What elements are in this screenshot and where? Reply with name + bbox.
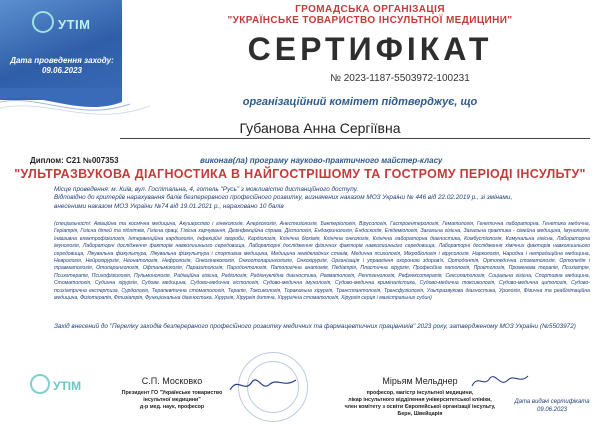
- points-info-1: Відповідно до критеріїв нарахування балів безперервного професійного розвитку, визначених наказом МОЗ України № 446 від 22.02.2019 р., зі змінами,: [54, 194, 513, 202]
- certificate-title: СЕРТИФІКАТ: [247, 31, 493, 67]
- issue-date-label: Дата видачі сертифіката: [514, 399, 590, 405]
- event-date-label: Дата проведення заходу:: [10, 56, 114, 65]
- course-title: "УЛЬТРАЗВУКОВА ДІАГНОСТИКА В НАЙГОСТРІШОМУ ТА ГОСТРОМУ ПЕРІОДІ ІНСУЛЬТУ": [14, 167, 586, 181]
- utim-logo-bottom: [28, 372, 88, 402]
- logo-text-bottom: УТІМ: [53, 379, 82, 393]
- signatory-1-role-line: Президент ГО "Українське товариство: [121, 390, 223, 396]
- name-underline: [120, 138, 590, 139]
- logo-ring-icon: [30, 374, 50, 394]
- signatory-2-role-line: член комітету з освіти Європейської організації інсульту,: [344, 404, 496, 410]
- signatory-2-role-line: Берн, Швейцарія: [397, 411, 443, 417]
- certificate-number: № 2023-1187-5503972-100231: [330, 73, 470, 84]
- event-date-value: 09.06.2023: [41, 66, 83, 75]
- signatory-1-role-line: інсультної медицини": [143, 397, 201, 403]
- signatory-2-role-line: лікар інсультного відділення університетської клініки,: [348, 397, 492, 403]
- diploma-number: Диплом: С21 №007353: [30, 156, 119, 165]
- signatory-1-role-line: д-р мед. наук, професор: [139, 404, 205, 410]
- specialties-list: (спеціальності: Авіаційна та космічна медицина, Акушерство і гінекологія, Алергологія, Анестезіологія, Бактеріологія, Вірусологія, Гастроентерологія, Гематологія, Генетична лабораторна, Генетика медична, Геріатрія, Гігієна дітей та підлітків, Гігієна праці, Гігієна харчування, Дезінфекційна справа, Дієтологія, Ендокринологія, Ендоскопія, Епідеміологія, Загальна гігієна, Загальна практика - сімейна медицина, Імунологія, Інвазивна електрофізіологія, Інтервенційна кардіологія, Інфекційні хвороби, Кардіологія, Клінічна біохімія, Клінічна онкологія, Клінічна лабораторна діагностика, Комбустіологія, Комунальна гігієна, Лабораторна імунологія, Лабораторні дослідження факторів навколишнього середовища, Лабораторні дослідження фізичних факторів навколишнього середовища, Лабораторні дослідження хімічних факторів навколишнього середовища, Лікувальна фізкультура, Лікувальна фізкультура і спортивна медицина, Медицина невідкладних станів, Медична психологія, Мікробіологія і вірусологія, Наркологія, Народна і нетрадиційна медицина, Неврологія, Нейрохірургія, Неонатологія, Нефрологія, Онкогінекологія, Онкоотоларингологія, Онкохірургія, Організація і управління охороною здоров'я, Ортодонтія, Ортопедична стоматологія, Ортопедія і травматологія, Отоларингологія, Офтальмологія, Паразитологія, Пародонтологія, Патологічна анатомія, Педіатрія, Пластична хірургія, Професійна патологія, Проктологія, Променева терапія, Психіатрія, Психотерапія, Психофізіологія, Пульмонологія, Радіаційна гігієна, Радіологія, Радіонуклідна діагностика, Ревматологія, Рентгенологія, Рефлексотерапія, Сексопатологія, Соціальна гігієна, Спортивна медицина, Стоматологія, Судинна хірургія, Судова медицина, Судово-медична гістологія, Судово-медична імунологія, Судово-медична криміналістика, Судово-медична токсикологія, Судово-медична цитологія, Судово-психіатрична експертиза, Сурдологія, Терапевтична стоматологія, Терапія, Токсикологія, Торакальна хірургія, Трансплантологія, Трансфузіологія, Ультразвукова діагностика, Урологія, Фізична та реабілітаційна медицина, Фізіотерапія, Фтизіатрія, Функціональна діагностика, Хірургія, Хірургія дитяча, Хірургічна стоматологія, Хірургія серця і магістральних судин): [54, 221, 590, 302]
- signatory-1-role: [106, 390, 238, 411]
- logo-text: УТІМ: [58, 17, 91, 32]
- signatory-2-role-line: професор, магістр інсультної медицини,: [366, 390, 474, 396]
- signatory-2-name: Мірьям Мельднер: [382, 376, 458, 386]
- logo-ring-icon: [32, 11, 54, 33]
- program-completed-text: виконав(ла) програму науково-практичного майстер-класу: [200, 156, 443, 165]
- utim-logo: [28, 8, 94, 50]
- organization-line-1: ГРОМАДСЬКА ОРГАНІЗАЦІЯ: [295, 4, 445, 15]
- recipient-name: Губанова Анна Сергіївна: [239, 120, 401, 136]
- organization-line-2: "УКРАЇНСЬКЕ ТОВАРИСТВО ІНСУЛЬТНОЇ МЕДИЦИНИ": [227, 15, 513, 26]
- event-info: [54, 186, 590, 211]
- signatory-1-name: С.П. Московко: [141, 376, 203, 386]
- event-date: [8, 56, 116, 76]
- issue-date-value: 09.06.2023: [536, 407, 568, 413]
- confirmation-text: організаційний комітет підтверджує, що: [242, 96, 478, 108]
- signature-2-handwritten: [470, 370, 530, 392]
- signatory-2-role: [340, 390, 500, 418]
- signature-1-handwritten: [226, 372, 306, 396]
- points-info-2: внесеними наказом МОЗ України №74 від 19.01.2021 р., нараховано 10 балів: [54, 202, 284, 210]
- issue-date: [510, 398, 594, 414]
- registry-note: Захід внесений до "Переліку заходів безперервного професійного розвитку медичних та фармацевтичних працівників" 2023 року, затвердженому МОЗ України (№5503972): [54, 323, 576, 330]
- event-place: Місце проведення: м. Київ, вул. Госпітальна, 4, готель "Русь" з можливістю дистанційного доступу.: [54, 186, 359, 193]
